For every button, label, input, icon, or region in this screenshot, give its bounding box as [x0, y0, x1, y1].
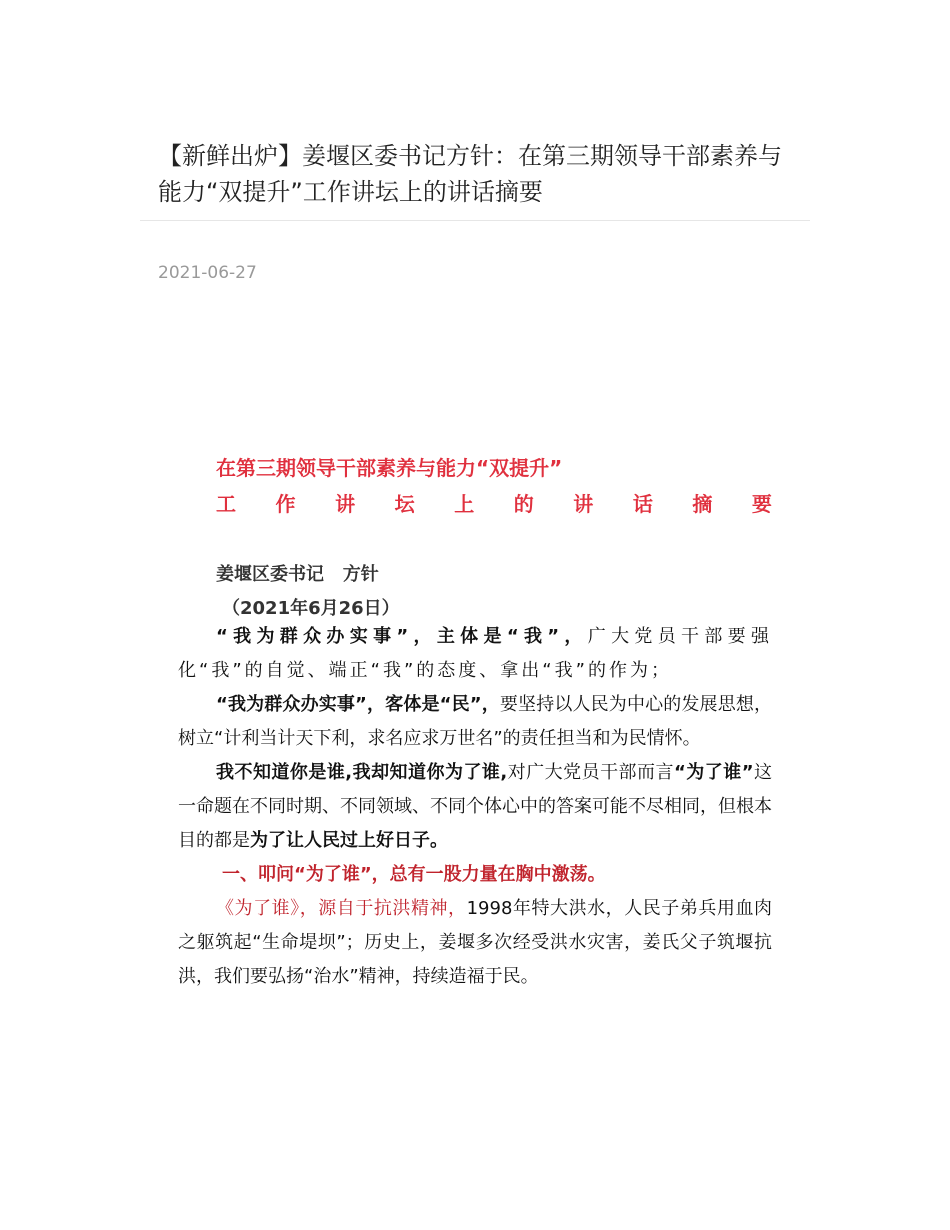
paragraph-4	[178, 892, 772, 994]
speech-title-char: 摘	[692, 492, 713, 516]
paragraph-3	[178, 756, 772, 858]
speech-title-char: 要	[751, 492, 772, 516]
speech-title-line-2	[216, 488, 772, 517]
paragraph-3-bold-1: 我不知道你是谁,我却知道你为了谁,	[216, 762, 508, 783]
speech-title-char: 工	[216, 492, 236, 516]
speech-title-char: 讲	[573, 492, 594, 516]
paragraph-4-red: 《为了谁》，源自于抗洪精神，	[216, 898, 467, 919]
paragraph-1	[178, 620, 772, 688]
paragraph-3-bold-3: 为了让人民过上好日子。	[250, 830, 448, 851]
speech-title-char: 讲	[335, 492, 356, 516]
paragraph-2-text: 要坚持以人民为中心的发展思想，树立“计利当计天下利，求名应求万世名”的责任担当和为民情怀。	[178, 694, 772, 749]
speech-title-char: 话	[632, 492, 653, 516]
paragraph-3-bold-2: “为了谁”	[673, 762, 754, 783]
speech-title-line-1: 在第三期领导干部素养与能力“双提升”	[216, 456, 563, 480]
paragraph-1-text: 广大党员干部要强化“我”的自觉、端正“我”的态度、拿出“我”的作为；	[178, 626, 773, 681]
paragraph-4-text: 1998年特大洪水，人民子弟兵用血肉之躯筑起“生命堤坝”；历史上，姜堰多次经受洪水灾害，姜氏父子筑堰抗洪，我们要弘扬“治水”精神，持续造福于民。	[178, 898, 772, 987]
paragraph-3-text-2: 这一命题在不同时期、不同领域、不同个体心中的答案可能不尽相同，但根本目的都是	[178, 762, 773, 851]
paragraph-3-text-1: 对广大党员干部而言	[507, 762, 674, 783]
speech-body	[178, 620, 772, 994]
paragraph-2-bold: “我为群众办实事”，客体是“民”，	[216, 694, 500, 715]
speech-author: 姜堰区委书记 方针	[216, 564, 379, 585]
title-divider	[140, 220, 810, 221]
paragraph-1-bold: “我为群众办实事”，主体是“我”，	[216, 626, 588, 647]
speech-title-char: 坛	[394, 492, 415, 516]
publish-date: 2021-06-27	[158, 263, 257, 283]
speech-title-char: 上	[454, 492, 475, 516]
speech-title-char: 作	[275, 492, 296, 516]
paragraph-2	[178, 688, 772, 756]
speech-title-char: 的	[513, 492, 534, 516]
section-1-heading: 一、叩问“为了谁”，总有一股力量在胸中激荡。	[222, 864, 606, 885]
page-title: 【新鲜出炉】姜堰区委书记方针：在第三期领导干部素养与能力“双提升”工作讲坛上的讲话摘要	[158, 142, 782, 206]
speech-date: （2021年6月26日）	[222, 598, 400, 619]
